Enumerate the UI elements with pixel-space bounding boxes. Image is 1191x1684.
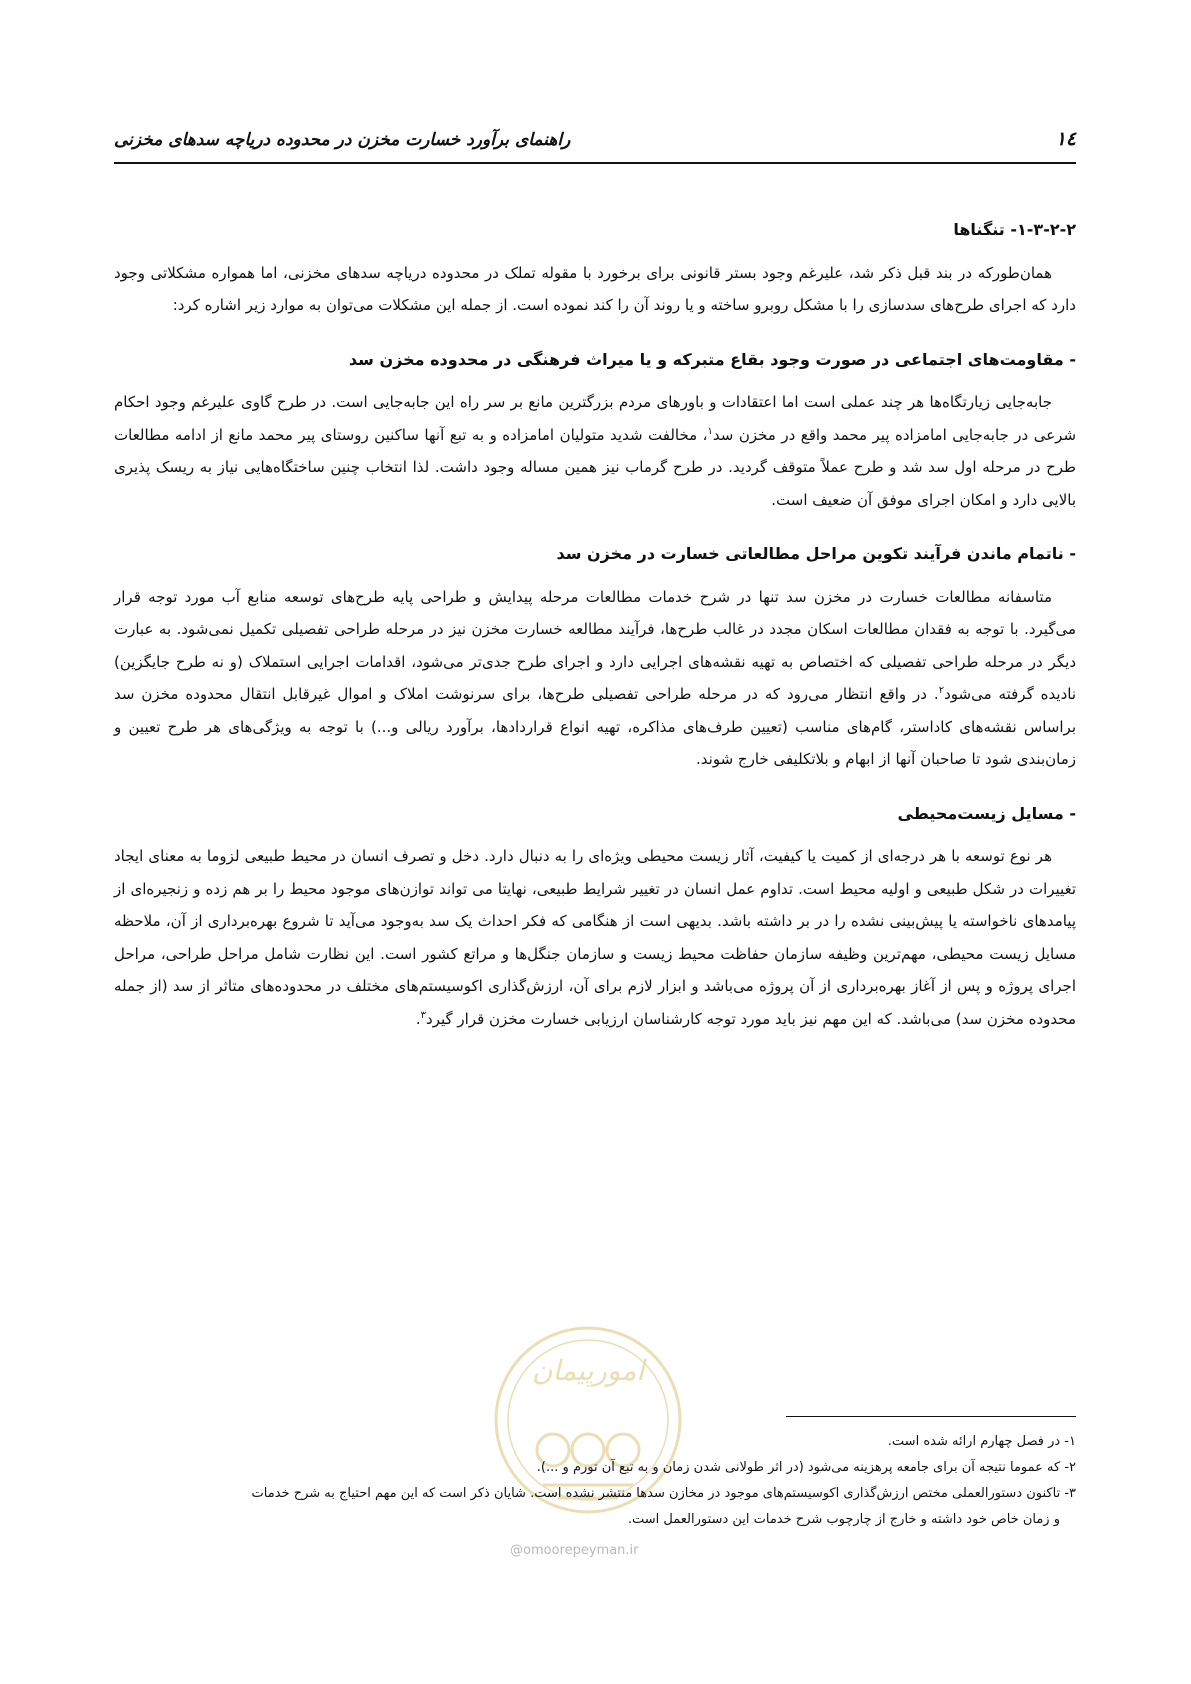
item-text-environmental — [114, 840, 1076, 1035]
footnote-ref: ۳ — [420, 1009, 427, 1021]
item-text-part: . — [415, 1009, 421, 1028]
item-text-part: هر نوع توسعه با هر درجه‌ای از کمیت یا کیفیت، آثار زیست محیطی ویژه‌ای را به دنبال دارد. دخل و تصرف انسان در محیط طبیعی لزوما به معنای ایجاد تغییرات در شکل طبیعی و اولیه محیط است. تداوم عمل انسان در تغییر شرایط طبیعی، نهایتا می تواند توازن‌های موجود محیط را بر هم زده و زنجیره‌ای از پیامدهای ناخواسته یا پیش‌بینی نشده را در بر داشته باشد. بدیهی است از هنگامی که فکر احداث یک سد به‌وجود می‌آید تا شروع بهره‌برداری از آن، ملاحظه مسایل زیست محیطی، مهم‌ترین وظیفه سازمان حفاظت محیط زیست و سازمان جنگل‌ها و مراتع کشور است. این نظارت شامل مراحل طراحی، مراحل اجرای پروژه و پس از آغاز بهره‌برداری از آن پروژه می‌باشد و ابزار لازم برای آن، ارزش‌گذاری اکوسیستم‌های مختلف در محدوده‌های متاثر از سد (از جمله محدوده مخزن سد) می‌باشد. که این مهم نیز باید مورد توجه کارشناسان ارزیابی خسارت مخزن قرار گیرد — [114, 847, 1076, 1028]
footnote-3: ۳- تاکنون دستورالعملی مختص ارزش‌گذاری اکوسیستم‌های موجود در مخازن سدها منتشر نشده است. شایان ذکر است که این مهم احتیاج به شرح خدمات — [251, 1486, 1076, 1501]
item-text-incomplete-studies — [114, 581, 1076, 776]
footnote-2: ۲- که عموما نتیجه آن برای جامعه پرهزینه می‌شود (در اثر طولانی شدن زمان و به تبع آن تورم و ...). — [536, 1460, 1076, 1475]
section-intro: همان‌طورکه در بند قبل ذکر شد، علیرغم وجود بستر قانونی برای برخورد با مقوله تملک در محدوده دریاچه سدهای مخزنی، اما همواره مشکلاتی وجود دارد که اجرای طرح‌های سدسازی را با مشکل روبرو ساخته و یا روند آن را کند نموده است. از جمله این مشکلات می‌توان به موارد زیر اشاره کرد: — [114, 263, 1076, 314]
footnote-ref: ۲ — [938, 685, 945, 696]
footnote-3-continued: و زمان خاص خود داشته و خارج از چارچوب شرح خدمات این دستورالعمل است. — [627, 1512, 1060, 1527]
item-heading-social-resistance: - مقاومت‌های اجتماعی در صورت وجود بقاع متبرکه و یا میراث فرهنگی در محدوده مخزن سد — [348, 349, 1076, 369]
footnote-1: ۱- در فصل چهارم ارائه شده است. — [887, 1434, 1076, 1449]
item-text-part: متاسفانه مطالعات خسارت در مخزن سد تنها در شرح خدمات مطالعات مرحله پیدایش و طراحی پایه طرح‌های توسعه منابع آب مورد توجه قرار می‌گیرد. با توجه به فقدان مطالعات اسکان مجدد در غالب طرح‌ها، فرآیند مطالعه خسارت مخزن نیز در مرحله طراحی تفصیلی تکمیل نمی‌شود. به عبارت دیگر در مرحله طراحی تفصیلی که اختصاص به تهیه نقشه‌های اجرایی دارد و اجرای طرح جدی‌تر می‌شود، اقدامات اجرایی استملاک (و نه طرح جایگزین) نادیده گرفته می‌شود — [114, 587, 1076, 703]
item-heading-environmental: - مسایل زیست‌محیطی — [897, 803, 1076, 823]
footnotes — [114, 1416, 1076, 1533]
watermark-logo-text: امورپیمان — [531, 1354, 645, 1387]
item-heading-incomplete-studies: - ناتمام ماندن فرآیند تکوین مراحل مطالعاتی خسارت در مخزن سد — [556, 544, 1076, 563]
item-text-part: . در واقع انتظار می‌رود که در مرحله طراحی تفصیلی طرح‌ها، برای سرنوشت املاک و اموال غیرقابل انتقال محدوده مخزن سد براساس نقشه‌های کاداستر، گام‌های مناسب (تعیین طرف‌های مذاکره، تهیه انواع قراردادها، برآورد ریالی و...) با توجه به ویژگی‌های هر طرح تعیین و زمان‌بندی شود تا صاحبان آنها از ابهام و بلاتکلیفی خارج شوند. — [114, 685, 1076, 768]
header-rule — [114, 162, 1076, 164]
watermark-site: @omoorepeyman.ir — [510, 1543, 639, 1558]
running-title: راهنمای برآورد خسارت مخزن در محدوده دریاچه سدهای مخزنی — [114, 130, 571, 150]
section-heading: ۱-۳-۲-۲- تنگناها — [953, 220, 1076, 239]
footnote-ref: ۱ — [707, 425, 713, 437]
item-text-part: ، مخالفت شدید متولیان امامزاده و به تبع آنها ساکنین روستای پیر محمد مانع از ادامه مطالعات طرح در مرحله اول سد شد و طرح عملاً متوقف گردید. در طرح گرماب نیز همین مساله وجود داشت. لذا انتخاب چنین ساختگاه‌هایی نیاز به ریسک پذیری بالایی دارد و امکان اجرای موفق آن ضعیف است. — [114, 425, 1076, 509]
footnote-rule — [786, 1416, 1076, 1417]
running-header — [114, 124, 1076, 164]
item-text-part: جابه‌جایی زیارتگاه‌ها هر چند عملی است اما اعتقادات و باورهای مردم بزرگترین مانع بر سر راه این جابه‌جایی است. در طرح گاوی علیرغم وجود احکام شرعی در جابه‌جایی امامزاده پیر محمد واقع در مخزن سد — [114, 393, 1077, 444]
page-number: ۱٤ — [1055, 128, 1076, 150]
item-text-social-resistance — [114, 386, 1076, 516]
body-text — [114, 214, 1076, 1035]
